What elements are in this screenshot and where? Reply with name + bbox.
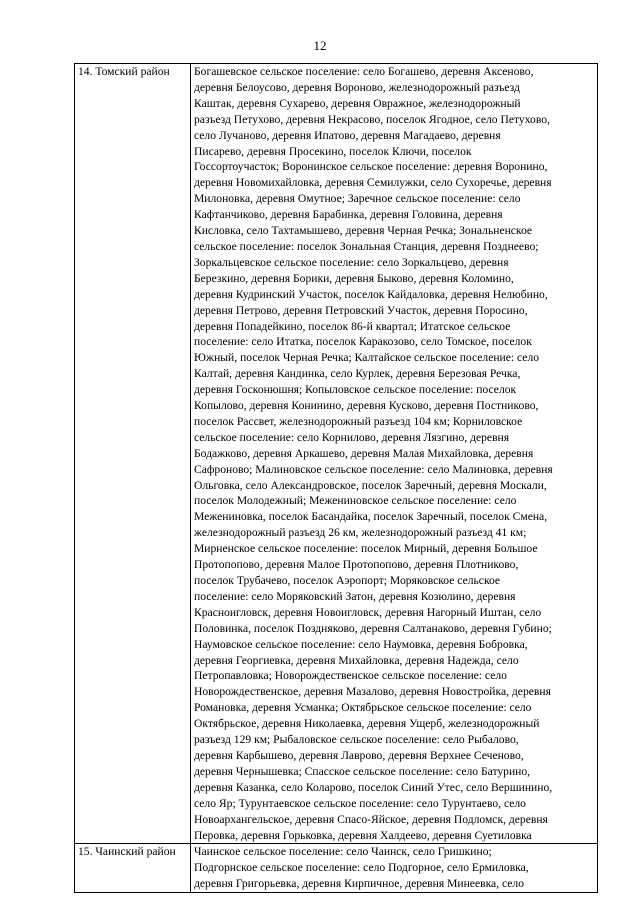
text-line: деревня Григорьевка, деревня Кирпичное, деревня Минеевка, село	[194, 877, 524, 891]
district-name-cell: 14. Томский район	[75, 64, 191, 844]
text-line: Милоновка, деревня Омутное; Заречное сельское поселение: село	[194, 192, 521, 206]
text-line: Межениновка, поселок Басандайка, поселок Заречный, поселок Смена,	[194, 510, 548, 524]
text-line: Новорождественское, деревня Мазалово, деревня Новостройка, деревня	[194, 685, 551, 699]
text-line: Госсортоучасток; Воронинское сельское поселение: деревня Воронино,	[194, 160, 548, 174]
text-line: деревня Белоусово, деревня Вороново, железнодорожный разъезд	[194, 80, 520, 94]
text-line: село Яр; Турунтаевское сельское поселение: село Турунтаево, село	[194, 796, 526, 810]
text-line: деревня Георгиевка, деревня Михайловка, деревня Надежда, село	[194, 653, 519, 667]
text-line: Писарево, деревня Просекино, поселок Ключи, поселок	[194, 144, 472, 158]
text-line: Каштак, деревня Сухарево, деревня Овражное, железнодорожный	[194, 96, 521, 110]
text-line: Кисловка, село Тахтамышево, деревня Черная Речка; Зональненское	[194, 224, 533, 238]
text-line: Протопопово, деревня Малое Протопопово, деревня Плотниково,	[194, 558, 519, 572]
text-line: деревня Казанка, село Коларово, поселок Синий Утес, село Вершинино,	[194, 780, 553, 794]
text-line: Перовка, деревня Горьковка, деревня Халдеево, деревня Суетиловка	[194, 828, 532, 842]
text-line: деревня Попадейкино, поселок 86-й квартал; Итатское сельское	[194, 319, 511, 333]
text-line: Сафроново; Малиновское сельское поселение: село Малиновка, деревня	[194, 462, 553, 476]
text-line: поселок Трубачево, поселок Аэропорт; Моряковское сельское	[194, 574, 501, 587]
text-line: сельское поселение: поселок Зональная Станция, деревня Позднеево;	[194, 239, 539, 253]
page-number: 12	[313, 38, 327, 53]
text-line: деревня Карбышево, деревня Лаврово, деревня Верхнее Сеченово,	[194, 748, 524, 762]
text-line: Октябрьское, деревня Николаевка, деревня Ущерб, железнодорожный	[194, 717, 540, 731]
text-line: деревня Кудринский Участок, поселок Кайдаловка, деревня Нелюбино,	[194, 287, 548, 301]
text-line: поселок Молодежный; Межениновское сельское поселение: село	[194, 494, 517, 508]
text-line: Половинка, поселок Поздняково, деревня Салтанаково, деревня Губино;	[194, 621, 552, 635]
table-row-chainsk	[75, 844, 598, 893]
text-line: Подгорнское сельское поселение: село Подгорное, село Ермиловка,	[194, 861, 529, 875]
settlements-cell	[191, 64, 598, 844]
text-line: сельское поселение: село Корнилово, деревня Лязгино, деревня	[194, 430, 510, 444]
text-line: Новоархангельское, деревня Спасо-Яйское, деревня Подломск, деревня	[194, 812, 548, 826]
text-line: деревня Петрово, деревня Петровский Участок, деревня Поросино,	[194, 303, 528, 317]
text-line: село Лучаново, деревня Ипатово, деревня Магадаево, деревня	[194, 128, 501, 142]
text-line: разъезд Петухово, деревня Некрасово, поселок Ягодное, село Петухово,	[194, 112, 550, 126]
text-line: деревня Госконюшня; Копыловское сельское поселение: поселок	[194, 383, 517, 397]
text-line: Чаинское сельское поселение: село Чаинск, село Гришкино;	[194, 845, 492, 859]
text-line: Южный, поселок Черная Речка; Калтайское сельское поселение: село	[194, 351, 540, 365]
text-line: Березкино, деревня Борики, деревня Быково, деревня Коломино,	[194, 271, 514, 285]
district-name-cell: 15. Чаинский район	[75, 844, 191, 893]
text-line: деревня Новомихайловка, деревня Семилужки, село Сухоречье, деревня	[194, 176, 552, 190]
text-line: Копылово, деревня Конинино, деревня Кусково, деревня Постниково,	[194, 399, 539, 413]
text-line: Романовка, деревня Усманка; Октябрьское сельское поселение: село	[194, 701, 532, 715]
text-line: железнодорожный разъезд 26 км, железнодорожный разъезд 41 км;	[194, 526, 527, 540]
text-line: Петропавловка; Новорождественское сельское поселение: село	[194, 669, 507, 683]
text-line: Богашевское сельское поселение: село Богашево, деревня Аксеново,	[194, 65, 534, 78]
text-line: поселение: село Итатка, поселок Каракозово, село Томское, поселок	[194, 335, 532, 349]
table-row-tomsk	[75, 64, 598, 844]
text-line: Мирненское сельское поселение: поселок Мирный, деревня Большое	[194, 542, 538, 556]
text-line: Ольговка, село Александровское, поселок Заречный, деревня Москали,	[194, 478, 547, 492]
text-line: Калтай, деревня Кандинка, село Курлек, деревня Березовая Речка,	[194, 367, 521, 381]
text-line: Кафтанчиково, деревня Барабинка, деревня Головина, деревня	[194, 208, 503, 222]
text-line: Красноигловск, деревня Новоигловск, деревня Нагорный Иштан, село	[194, 605, 542, 619]
text-line: Зоркальцевское сельское поселение: село Зоркальцево, деревня	[194, 255, 509, 269]
text-line: деревня Чернышевка; Спасское сельское поселение: село Батурино,	[194, 764, 531, 778]
text-line: Бодажково, деревня Аркашево, деревня Малая Михайловка, деревня	[194, 446, 534, 460]
text-line: поселение: село Моряковский Затон, деревня Козюлино, деревня	[194, 589, 516, 603]
text-line: Наумовское сельское поселение: село Наумовка, деревня Бобровка,	[194, 637, 528, 651]
text-line: поселок Рассвет, железнодорожный разъезд 104 км; Корниловское	[194, 414, 523, 428]
settlements-table	[74, 63, 598, 893]
text-line: разъезд 129 км; Рыбаловское сельское поселение: село Рыбалово,	[194, 733, 519, 747]
settlements-cell	[191, 844, 598, 893]
